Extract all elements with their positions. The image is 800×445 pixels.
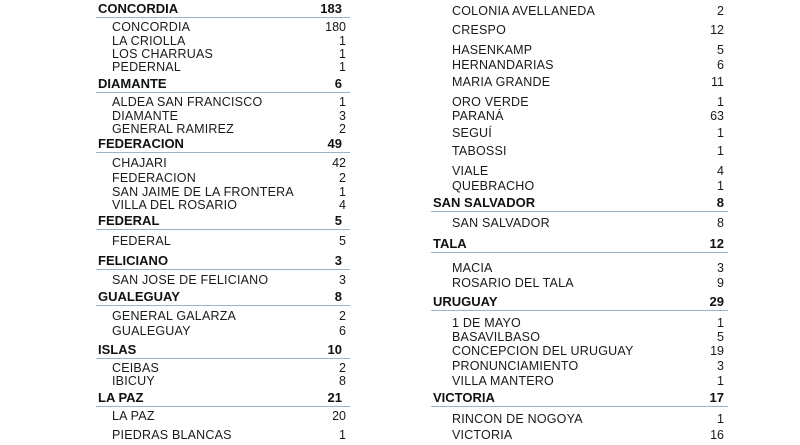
locality-row xyxy=(431,58,728,72)
locality-count: 1 xyxy=(717,374,724,388)
department-name: CONCORDIA xyxy=(98,1,179,16)
locality-count: 6 xyxy=(339,324,346,338)
department-count: 5 xyxy=(334,213,342,228)
locality-row xyxy=(431,95,728,109)
locality-count: 2 xyxy=(339,171,346,185)
department-name: FELICIANO xyxy=(98,253,169,268)
locality-count: 1 xyxy=(339,185,346,199)
locality-row xyxy=(431,428,728,442)
locality-row xyxy=(96,109,350,123)
locality-row xyxy=(96,234,350,248)
locality-count: 9 xyxy=(717,276,724,290)
locality-name: IBICUY xyxy=(112,374,155,388)
locality-count: 63 xyxy=(710,109,724,123)
locality-count: 8 xyxy=(717,216,724,230)
department-name: URUGUAY xyxy=(433,294,498,309)
locality-row xyxy=(96,20,350,34)
locality-count: 16 xyxy=(710,428,724,442)
locality-count: 42 xyxy=(332,156,346,170)
locality-count: 1 xyxy=(717,126,724,140)
locality-name: GUALEGUAY xyxy=(112,324,191,338)
locality-name: 1 DE MAYO xyxy=(452,316,521,330)
locality-name: VILLA MANTERO xyxy=(452,374,554,388)
locality-name: PEDERNAL xyxy=(112,60,181,74)
locality-name: LA PAZ xyxy=(112,409,155,423)
locality-row xyxy=(96,428,350,442)
department-count: 29 xyxy=(709,294,724,309)
department-header xyxy=(96,342,350,359)
locality-name: PARANÁ xyxy=(452,109,504,123)
department-header xyxy=(96,76,350,93)
locality-count: 19 xyxy=(710,344,724,358)
department-name: DIAMANTE xyxy=(98,76,167,91)
locality-row xyxy=(431,75,728,89)
locality-name: CONCORDIA xyxy=(112,20,191,34)
locality-name: MACIA xyxy=(452,261,493,275)
locality-name: RINCON DE NOGOYA xyxy=(452,412,583,426)
locality-row xyxy=(96,309,350,323)
locality-name: SEGUÍ xyxy=(452,126,492,140)
locality-row xyxy=(431,374,728,388)
department-header xyxy=(96,136,350,153)
locality-name: ORO VERDE xyxy=(452,95,529,109)
locality-count: 1 xyxy=(339,95,346,109)
locality-name: CHAJARI xyxy=(112,156,167,170)
locality-name: CONCEPCION DEL URUGUAY xyxy=(452,344,634,358)
locality-count: 2 xyxy=(339,361,346,375)
locality-row xyxy=(96,409,350,423)
department-count: 12 xyxy=(709,236,724,251)
department-name: TALA xyxy=(433,236,467,251)
locality-count: 4 xyxy=(339,198,346,212)
locality-row xyxy=(96,273,350,287)
locality-name: SAN SALVADOR xyxy=(452,216,550,230)
locality-count: 1 xyxy=(717,179,724,193)
department-header xyxy=(96,1,350,18)
department-name: FEDERACION xyxy=(98,136,184,151)
locality-count: 1 xyxy=(717,144,724,158)
locality-name: MARIA GRANDE xyxy=(452,75,551,89)
department-name: VICTORIA xyxy=(433,390,495,405)
department-header xyxy=(431,195,728,212)
locality-row xyxy=(431,276,728,290)
locality-row xyxy=(96,185,350,199)
locality-count: 3 xyxy=(717,261,724,275)
locality-count: 20 xyxy=(332,409,346,423)
locality-row xyxy=(431,261,728,275)
locality-count: 1 xyxy=(339,60,346,74)
department-header xyxy=(96,253,350,270)
locality-row xyxy=(96,198,350,212)
locality-row xyxy=(96,47,350,61)
department-count: 17 xyxy=(709,390,724,405)
locality-row xyxy=(96,171,350,185)
locality-name: PIEDRAS BLANCAS xyxy=(112,428,232,442)
locality-row xyxy=(96,122,350,136)
department-header xyxy=(431,390,728,407)
department-header xyxy=(431,294,728,311)
locality-count: 2 xyxy=(717,4,724,18)
locality-count: 11 xyxy=(711,75,724,89)
department-count: 8 xyxy=(334,289,342,304)
locality-name: LOS CHARRUAS xyxy=(112,47,214,61)
locality-count: 4 xyxy=(717,164,724,178)
department-count: 183 xyxy=(320,1,342,16)
locality-count: 5 xyxy=(717,330,724,344)
department-name: GUALEGUAY xyxy=(98,289,180,304)
locality-name: FEDERAL xyxy=(112,234,172,248)
department-count: 8 xyxy=(716,195,724,210)
locality-count: 1 xyxy=(717,95,724,109)
locality-count: 12 xyxy=(710,23,724,37)
locality-row xyxy=(431,43,728,57)
locality-row xyxy=(96,156,350,170)
locality-name: BASAVILBASO xyxy=(452,330,541,344)
locality-count: 2 xyxy=(339,122,346,136)
locality-name: VILLA DEL ROSARIO xyxy=(112,198,238,212)
locality-name: SAN JOSE DE FELICIANO xyxy=(112,273,269,287)
locality-count: 1 xyxy=(339,47,346,61)
locality-name: TABOSSI xyxy=(452,144,507,158)
locality-name: HASENKAMP xyxy=(452,43,533,57)
locality-count: 1 xyxy=(717,412,724,426)
department-header xyxy=(431,236,728,253)
locality-name: CRESPO xyxy=(452,23,506,37)
locality-count: 180 xyxy=(325,20,346,34)
locality-name: COLONIA AVELLANEDA xyxy=(452,4,596,18)
locality-name: FEDERACION xyxy=(112,171,196,185)
locality-row xyxy=(431,126,728,140)
locality-row xyxy=(431,4,728,18)
locality-count: 5 xyxy=(339,234,346,248)
locality-count: 8 xyxy=(339,374,346,388)
locality-name: ROSARIO DEL TALA xyxy=(452,276,574,290)
locality-row xyxy=(431,359,728,373)
locality-row xyxy=(431,164,728,178)
department-header xyxy=(96,390,350,407)
locality-name: QUEBRACHO xyxy=(452,179,535,193)
locality-row xyxy=(96,374,350,388)
locality-name: GENERAL RAMIREZ xyxy=(112,122,235,136)
department-count: 10 xyxy=(327,342,342,357)
department-header xyxy=(96,213,350,230)
locality-count: 1 xyxy=(339,34,346,48)
department-name: ISLAS xyxy=(98,342,137,357)
locality-row xyxy=(96,95,350,109)
locality-row xyxy=(431,144,728,158)
locality-name: GENERAL GALARZA xyxy=(112,309,237,323)
department-count: 21 xyxy=(327,390,342,405)
department-count: 6 xyxy=(334,76,342,91)
department-count: 49 xyxy=(327,136,342,151)
department-name: LA PAZ xyxy=(98,390,144,405)
locality-row xyxy=(431,23,728,37)
locality-name: VICTORIA xyxy=(452,428,513,442)
locality-name: HERNANDARIAS xyxy=(452,58,554,72)
locality-name: SAN JAIME DE LA FRONTERA xyxy=(112,185,294,199)
locality-count: 1 xyxy=(717,316,724,330)
locality-count: 3 xyxy=(339,273,346,287)
locality-name: ALDEA SAN FRANCISCO xyxy=(112,95,263,109)
locality-count: 1 xyxy=(339,428,346,442)
locality-name: VIALE xyxy=(452,164,489,178)
locality-row xyxy=(431,216,728,230)
locality-count: 6 xyxy=(717,58,724,72)
locality-count: 5 xyxy=(717,43,724,57)
locality-row xyxy=(96,324,350,338)
locality-count: 3 xyxy=(339,109,346,123)
locality-row xyxy=(431,412,728,426)
locality-row xyxy=(431,179,728,193)
locality-name: LA CRIOLLA xyxy=(112,34,186,48)
locality-row xyxy=(431,330,728,344)
locality-name: DIAMANTE xyxy=(112,109,179,123)
locality-row xyxy=(431,109,728,123)
locality-count: 2 xyxy=(339,309,346,323)
locality-name: PRONUNCIAMIENTO xyxy=(452,359,579,373)
locality-count: 3 xyxy=(717,359,724,373)
locality-name: CEIBAS xyxy=(112,361,160,375)
locality-row xyxy=(431,316,728,330)
department-header xyxy=(96,289,350,306)
locality-row xyxy=(96,361,350,375)
department-name: SAN SALVADOR xyxy=(433,195,536,210)
locality-row xyxy=(96,60,350,74)
locality-row xyxy=(96,34,350,48)
department-name: FEDERAL xyxy=(98,213,160,228)
department-count: 3 xyxy=(334,253,342,268)
locality-row xyxy=(431,344,728,358)
